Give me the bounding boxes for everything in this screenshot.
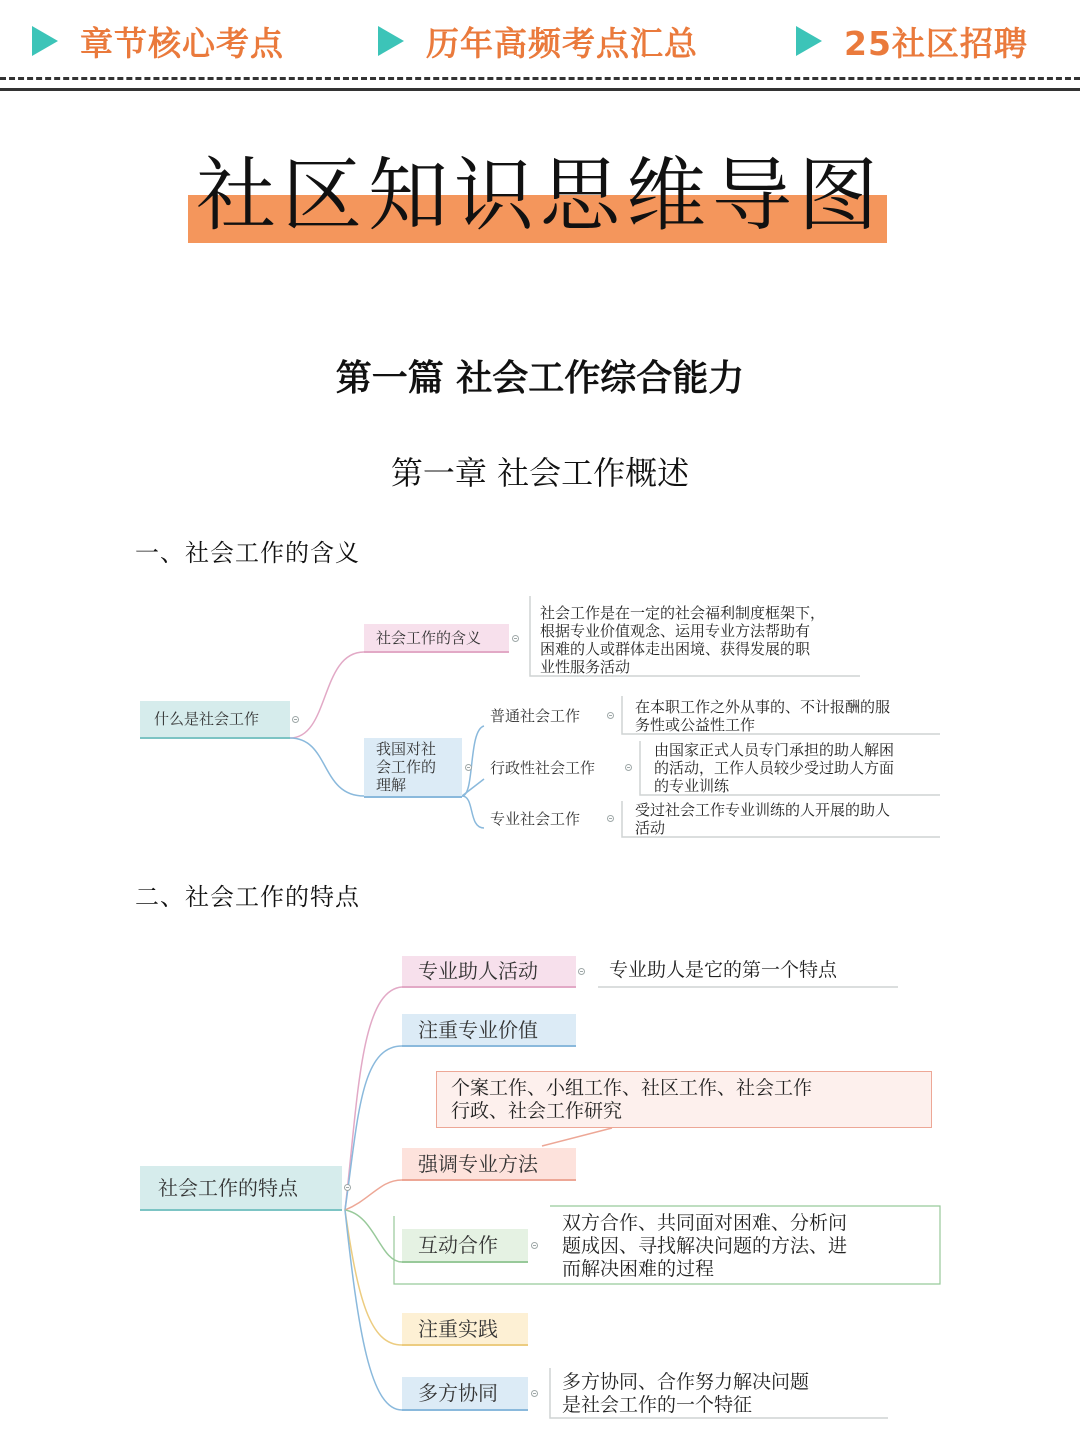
- collapse-icon[interactable]: [531, 1242, 538, 1249]
- mindmap-branch-node: 注重专业价值: [402, 1014, 576, 1047]
- mindmap-root-node: 社会工作的特点: [140, 1166, 342, 1211]
- mindmap-branch-node: 我国对社 会工作的 理解: [364, 738, 462, 798]
- section-heading-meaning: 一、社会工作的含义: [135, 539, 360, 567]
- mindmap-branch-node: 社会工作的含义: [364, 624, 509, 653]
- nav-item-label: 历年高频考点汇总: [426, 23, 698, 63]
- mindmap-root-node: 什么是社会工作: [140, 701, 290, 739]
- mindmap-child-node: 行政性社会工作: [490, 759, 596, 777]
- collapse-icon[interactable]: [344, 1184, 351, 1191]
- mindmap-detail-text: 双方合作、共同面对困难、分析问 题成因、寻找解决问题的方法、进 而解决困难的过程: [562, 1212, 848, 1280]
- collapse-icon[interactable]: [607, 815, 614, 822]
- section-heading-features: 二、社会工作的特点: [135, 883, 360, 911]
- part-title: 第一篇 社会工作综合能力: [335, 358, 745, 399]
- mindmap-branch-node: 注重实践: [402, 1313, 528, 1346]
- collapse-icon[interactable]: [292, 716, 299, 723]
- mindmap-branch-node: 专业助人活动: [402, 956, 576, 988]
- collapse-icon[interactable]: [465, 764, 472, 771]
- nav-item-label: 章节核心考点: [80, 23, 284, 63]
- collapse-icon[interactable]: [512, 635, 519, 642]
- nav-item-label: 25社区招聘: [844, 23, 1028, 63]
- mindmap-detail-text: 多方协同、合作努力解决问题 是社会工作的一个特征: [562, 1371, 810, 1416]
- mindmap-detail-text: 专业助人是它的第一个特点: [609, 959, 838, 981]
- mindmap-detail-text: 在本职工作之外从事的、不计报酬的服 务性或公益性工作: [635, 698, 891, 734]
- main-title: 社区知识思维导图: [196, 149, 884, 242]
- chapter-title: 第一章 社会工作概述: [390, 454, 690, 492]
- mindmap-detail-text: 受过社会工作专业训练的人开展的助人 活动: [635, 801, 891, 837]
- mindmap-detail-text: 社会工作是在一定的社会福利制度框架下， 根据专业价值观念、运用专业方法帮助有 困难的人或群体走出困境、获得发展的职 业性服务活动: [540, 604, 826, 676]
- collapse-icon[interactable]: [578, 968, 585, 975]
- mindmap-callout: 个案工作、小组工作、社区工作、社会工作 行政、社会工作研究: [436, 1071, 932, 1128]
- collapse-icon[interactable]: [531, 1390, 538, 1397]
- mindmap-child-node: 专业社会工作: [490, 810, 581, 828]
- mindmap-branch-node: 互动合作: [402, 1229, 528, 1263]
- collapse-icon[interactable]: [625, 764, 632, 771]
- mindmap-detail-text: 由国家正式人员专门承担的助人解困 的活动，工作人员较少受过助人方面 的专业训练: [654, 741, 895, 795]
- mindmap-branch-node: 强调专业方法: [402, 1148, 576, 1181]
- mindmap-child-node: 普通社会工作: [490, 707, 581, 725]
- collapse-icon[interactable]: [607, 712, 614, 719]
- mindmap-branch-node: 多方协同: [402, 1377, 528, 1411]
